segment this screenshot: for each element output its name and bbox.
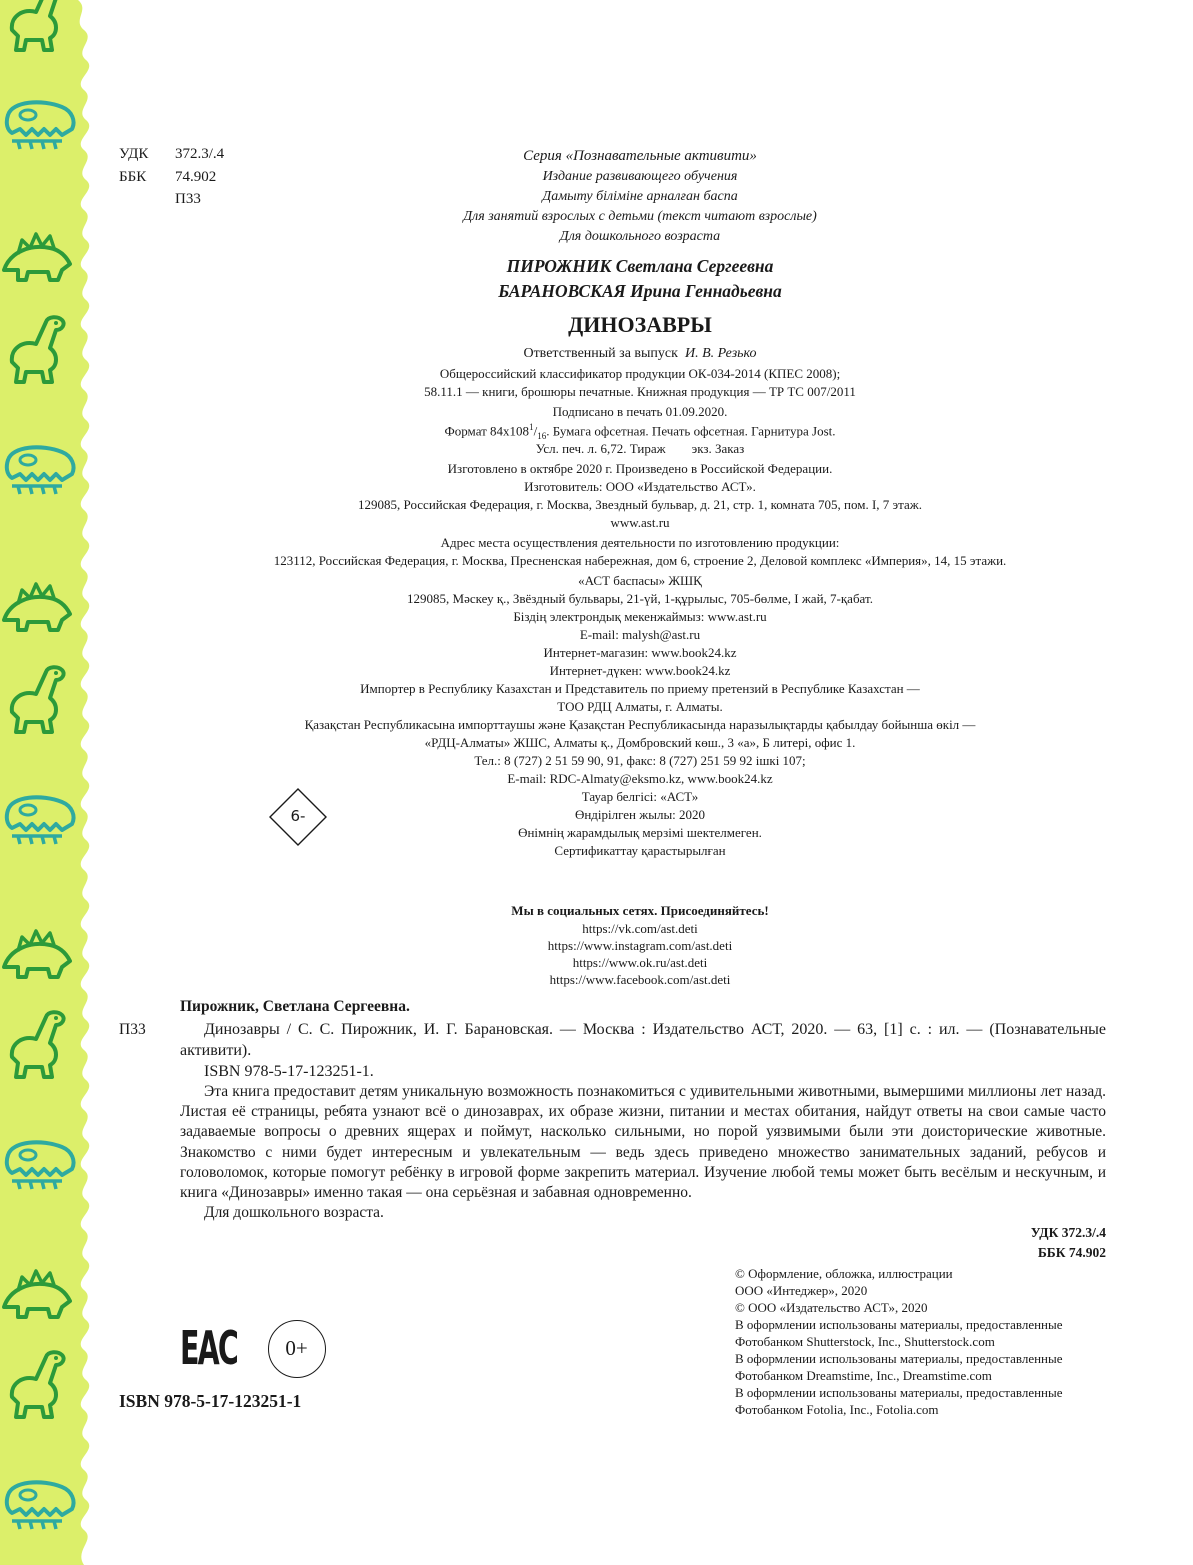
manufacturer-line: Изготовитель: ООО «Издательство АСТ». bbox=[524, 479, 756, 494]
bib-annotation: Эта книга предоставит детям уникальную возможность познакомиться с удивительными животными, вымершими миллионы лет назад. Листая её страницы, ребята узнают всё о динозаврах, их образе жизни, питании и местах обитания, найдут ответы на свои самые часто задаваемые вопросы о древних ящерах и поймут, насколько сильными, но порой уязвимыми были эти доисторические животные. Знакомство с ними будет интересным и увлекательным — ведь здесь приведено множество занимательных заданий, ребусов и головоломок, которые помогут ребёнку в игровой форме закрепить материал. Изучение любой темы может быть весёлым и нескучным, и книга «Динозавры» именно такая — она серьёзная и забавная одновременно. bbox=[180, 1083, 1106, 1202]
bib-author: Пирожник, Светлана Сергеевна. bbox=[180, 998, 410, 1015]
kazakh-line: Интернет-дүкен: www.book24.kz bbox=[549, 663, 731, 678]
age-diamond-badge bbox=[269, 788, 327, 846]
social-link-vk[interactable]: https://vk.com/ast.deti bbox=[582, 921, 698, 936]
website-line: www.ast.ru bbox=[610, 515, 670, 530]
kazakh-line: E-mail: malysh@ast.ru bbox=[579, 627, 701, 642]
print-sheets: Усл. печ. л. 6,72. Тираж bbox=[535, 441, 666, 456]
responsible-line bbox=[180, 346, 1100, 362]
activity-label: Адрес места осуществления деятельности по изготовлению продукции: bbox=[440, 535, 840, 550]
kazakh-line: Сертификаттау қарастырылған bbox=[554, 843, 726, 858]
copyright-line: В оформлении использованы материалы, предоставленные bbox=[735, 1351, 1063, 1366]
social-link-facebook[interactable]: https://www.facebook.com/ast.deti bbox=[549, 972, 731, 987]
bib-citation: Динозавры / С. С. Пирожник, И. Г. Барановская. — Москва : Издательство АСТ, 2020. — 63, [1] с. : ил. — (Познавательные активити). bbox=[180, 1021, 1106, 1059]
kazakh-line: Тел.: 8 (727) 2 51 59 90, 91, факс: 8 (727) 251 59 92 ішкі 107; bbox=[474, 753, 806, 768]
copyright-line: Фотобанком Shutterstock, Inc., Shutterstock.com bbox=[735, 1334, 995, 1349]
kazakh-line: ТОО РДЦ Алматы, г. Алматы. bbox=[557, 699, 723, 714]
kazakh-line: «АСТ баспасы» ЖШҚ bbox=[578, 573, 702, 588]
kazakh-line: E-mail: RDC-Almaty@eksmo.kz, www.book24.kz bbox=[507, 771, 773, 786]
age-badge-text: 6- bbox=[290, 807, 306, 825]
udk-value: 372.3/.4 bbox=[175, 146, 225, 162]
format-sup: 1 bbox=[529, 422, 534, 432]
format-post: . Бумага офсетная. Печать офсетная. Гарнитура Jost. bbox=[546, 423, 836, 439]
manufactured-line: Изготовлено в октябре 2020 г. Произведено в Российской Федерации. bbox=[447, 461, 833, 476]
kazakh-line: Өнімнің жарамдылық мерзімі шектелмеген. bbox=[518, 825, 762, 840]
author-name: ПИРОЖНИК Светлана Сергеевна bbox=[506, 256, 774, 276]
bbk-label: ББК bbox=[119, 169, 147, 185]
kazakh-line: Тауар белгісі: «АСТ» bbox=[581, 789, 699, 804]
format-sub: 16 bbox=[537, 430, 547, 441]
series-line: Дамыту біліміне арналған баспа bbox=[542, 189, 738, 204]
kazakh-line: Қазақстан Республикасына импорттаушы және Қазақстан Республикасында наразылықтарды қабылдау бойынша өкіл — bbox=[304, 717, 976, 732]
responsible-label: Ответственный за выпуск bbox=[523, 346, 678, 361]
copyright-line: В оформлении использованы материалы, предоставленные bbox=[735, 1385, 1063, 1400]
copyright-line: В оформлении использованы материалы, предоставленные bbox=[735, 1317, 1063, 1332]
bib-audience: Для дошкольного возраста. bbox=[204, 1204, 384, 1222]
responsible-name: И. В. Резько bbox=[684, 346, 757, 361]
activity-address: 123112, Российская Федерация, г. Москва, Пресненская набережная, дом 6, строение 2, Деловой комплекс «Империя», 14, 15 этажи. bbox=[273, 553, 1007, 568]
kazakh-line: Өндірілген жылы: 2020 bbox=[574, 807, 706, 822]
age-rating-text: 0+ bbox=[285, 1336, 308, 1360]
footer-bbk: ББК 74.902 bbox=[1037, 1245, 1106, 1260]
social-link-ok[interactable]: https://www.ok.ru/ast.deti bbox=[572, 955, 708, 970]
copyright-line: ООО «Интеджер», 2020 bbox=[735, 1283, 868, 1298]
footer-udk: УДК 372.3/.4 bbox=[1030, 1225, 1106, 1240]
kazakh-line: Біздің электрондық мекенжаймыз: www.ast.ru bbox=[513, 609, 767, 624]
kazakh-line: «РДЦ-Алматы» ЖШС, Алматы қ., Домбровский көш., 3 «а», Б литері, офис 1. bbox=[424, 735, 856, 750]
format-pre: Формат 84x108 bbox=[444, 423, 530, 439]
social-link-instagram[interactable]: https://www.instagram.com/ast.deti bbox=[547, 938, 733, 953]
series-title: Серия «Познавательные активити» bbox=[523, 148, 757, 164]
kazakh-line: Импортер в Республику Казахстан и Представитель по приему претензий в Республике Казахстан — bbox=[360, 681, 920, 696]
series-line: Для занятий взрослых с детьми (текст читают взрослые) bbox=[463, 209, 817, 224]
copyright-line: Фотобанком Dreamstime, Inc., Dreamstime.com bbox=[735, 1368, 992, 1383]
bib-body bbox=[180, 1019, 1106, 1223]
print-run-line bbox=[180, 441, 1100, 457]
book-title: ДИНОЗАВРЫ bbox=[568, 312, 712, 337]
bib-isbn: ISBN 978-5-17-123251-1. bbox=[204, 1063, 374, 1080]
format-line: Формат $84x108^1/_{16}$. Бумага офсетная. Печать офсетная. Гарнитура Jost. bbox=[444, 422, 836, 441]
address-line: 129085, Российская Федерация, г. Москва, Звездный бульвар, д. 21, стр. 1, комната 705, пом. I, 7 этаж. bbox=[358, 497, 922, 512]
copyright-line: © ООО «Издательство АСТ», 2020 bbox=[735, 1300, 928, 1315]
copies-order: экз. Заказ bbox=[691, 441, 745, 456]
kazakh-line: 129085, Мәскеу қ., Звёздный бульвары, 21-үй, 1-құрылыс, 705-бөлме, I жай, 7-қабат. bbox=[407, 591, 873, 606]
isbn-bottom: ISBN 978-5-17-123251-1 bbox=[119, 1391, 302, 1411]
copyright-line: © Оформление, обложка, иллюстрации bbox=[735, 1266, 953, 1281]
bbk-value: 74.902 bbox=[175, 169, 217, 185]
eac-mark: ЕАС bbox=[180, 1321, 237, 1375]
age-rating-circle bbox=[268, 1320, 326, 1378]
bib-mark: П33 bbox=[119, 1021, 146, 1038]
kazakh-line: Интернет-магазин: www.book24.kz bbox=[543, 645, 737, 660]
social-heading: Мы в социальных сетях. Присоединяйтесь! bbox=[511, 903, 769, 918]
classifier-line: 58.11.1 — книги, брошюры печатные. Книжная продукция — ТР ТС 007/2011 bbox=[424, 384, 856, 399]
decorative-dino-strip bbox=[0, 0, 100, 1565]
classifier-line: Общероссийский классификатор продукции ОК-034-2014 (КПЕС 2008); bbox=[439, 366, 841, 381]
series-line: Для дошкольного возраста bbox=[559, 229, 721, 244]
author-mark: П33 bbox=[175, 191, 201, 207]
udk-label: УДК bbox=[119, 146, 149, 162]
signed-date: Подписано в печать 01.09.2020. bbox=[552, 404, 728, 419]
series-line: Издание развивающего обучения bbox=[542, 169, 738, 184]
author-name: БАРАНОВСКАЯ Ирина Геннадьевна bbox=[498, 281, 782, 301]
copyright-line: Фотобанком Fotolia, Inc., Fotolia.com bbox=[735, 1402, 939, 1417]
